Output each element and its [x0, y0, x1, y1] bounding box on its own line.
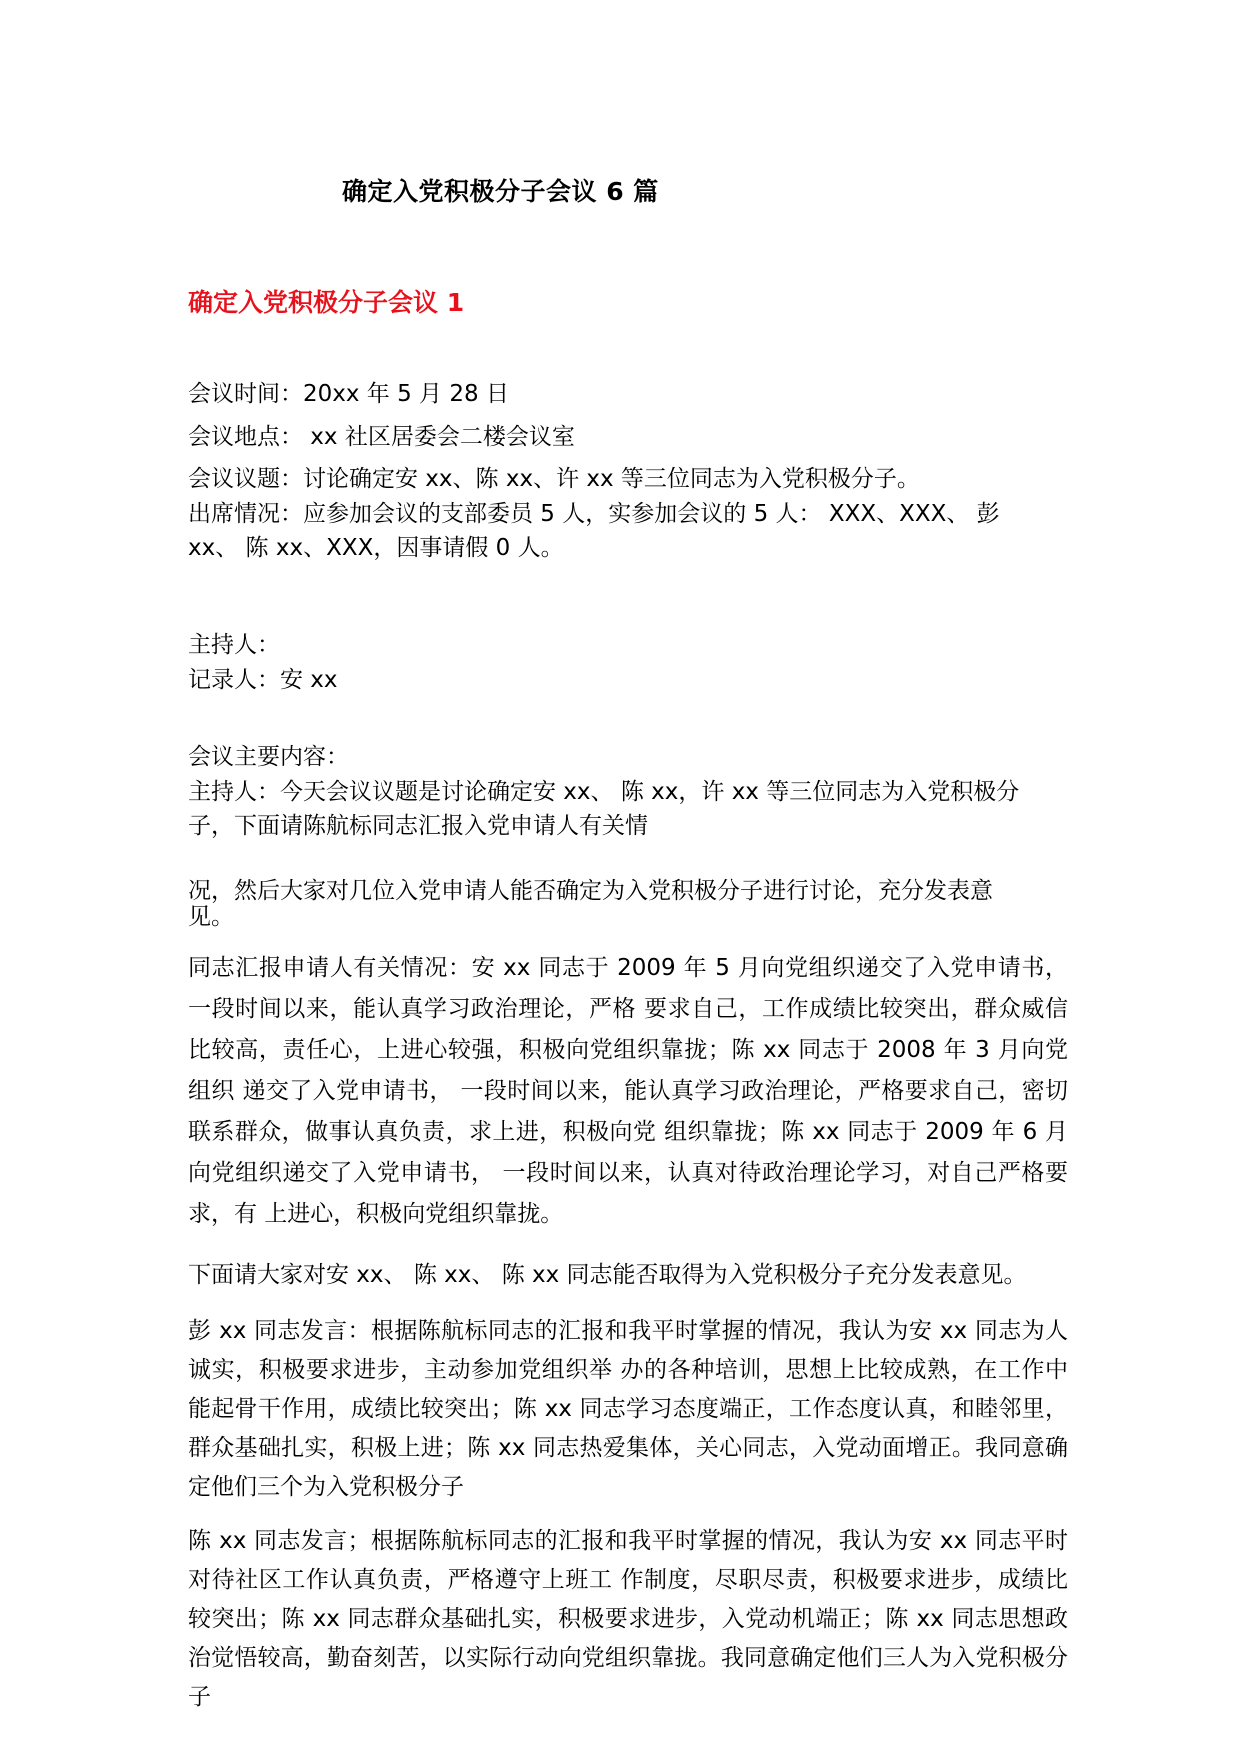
- report-block: [188, 948, 1068, 1235]
- host-label: 主持人：: [188, 632, 280, 658]
- host-speech-cont-line-1: 况，然后大家对几位入党申请人能否确定为入党积极分子进行讨论，充分发表意: [188, 878, 993, 904]
- section-heading: 确定入党积极分子会议 1: [188, 288, 465, 317]
- host-speech-continued: [188, 878, 1068, 931]
- main-content-block: [188, 740, 1068, 844]
- host-speech-cont-line-2: 见。: [188, 904, 234, 931]
- meeting-info-block: [188, 377, 1068, 566]
- recorder-label: 记录人：安 xx: [188, 666, 338, 693]
- main-content-label: 会议主要内容：: [188, 744, 349, 770]
- meeting-topic: 会议议题：讨论确定安 xx、陈 xx、许 xx 等三位同志为入党积极分子。: [188, 466, 920, 492]
- peng-speech-paragraph: 彭 xx 同志发言：根据陈航标同志的汇报和我平时掌握的情况，我认为安 xx 同志为人诚实，积极要求进步，主动参加党组织举 办的各种培训，思想上比较成熟，在工作中能起骨干作用，成绩比较突出；陈 xx 同志学习态度端正，工作态度认真，和睦邻里， 群众基础扎实，积极上进；陈 xx 同志热爱集体，关心同志，入党动面增正。我同意确定他们三个为入党积极分子: [188, 1318, 1068, 1500]
- host-speech-line-2: 子，下面请陈航标同志汇报入党申请人有关情: [188, 813, 648, 839]
- attendance-line-1: 出席情况：应参加会议的支部委员 5 人，实参加会议的 5 人： XXX、XXX、 彭: [188, 500, 1000, 527]
- chen-speech-paragraph: 陈 xx 同志发言；根据陈航标同志的汇报和我平时掌握的情况，我认为安 xx 同志平时对待社区工作认真负责，严格遵守上班工 作制度，尽职尽责，积极要求进步，成绩比较突出；陈 xx 同志群众基础扎实，积极要求进步，入党动机端正；陈 xx 同志思想政 治觉悟较高，勤奋刻苦，以实际行动向党组织靠拢。我同意确定他们三人为入党积极分子: [188, 1528, 1068, 1710]
- chen-speech-block: [188, 1522, 1068, 1717]
- attendance-line-2: xx、 陈 xx、XXX，因事请假 0 人。: [188, 535, 564, 561]
- people-block: [188, 628, 1068, 697]
- invite-opinions: 下面请大家对安 xx、 陈 xx、 陈 xx 同志能否取得为入党积极分子充分发表意见。: [188, 1262, 1027, 1288]
- host-speech-line-1: 主持人：今天会议议题是讨论确定安 xx、 陈 xx，许 xx 等三位同志为入党积极分: [188, 778, 1020, 805]
- peng-speech-block: [188, 1312, 1068, 1507]
- meeting-place: 会议地点： xx 社区居委会二楼会议室: [188, 423, 575, 450]
- invite-block: [188, 1258, 1068, 1293]
- meeting-time: 会议时间：20xx 年 5 月 28 日: [188, 381, 509, 407]
- report-paragraph: 同志汇报申请人有关情况：安 xx 同志于 2009 年 5 月向党组织递交了入党申请书， 一段时间以来，能认真学习政治理论，严格 要求自己，工作成绩比较突出，群众威信比较高，责任心，上进心较强，积极向党组织靠拢；陈 xx 同志于 2008 年 3 月向党组织 递交了入党申请书， 一段时间以来，能认真学习政治理论，严格要求自己，密切联系群众，做事认真负责，求上进，积极向党 组织靠拢；陈 xx 同志于 2009 年 6 月向党组织递交了入党申请书， 一段时间以来，认真对待政治理论学习，对自己严格要求，有 上进心，积极向党组织靠拢。: [188, 955, 1068, 1227]
- document-title: 确定入党积极分子会议 6 篇: [342, 177, 659, 206]
